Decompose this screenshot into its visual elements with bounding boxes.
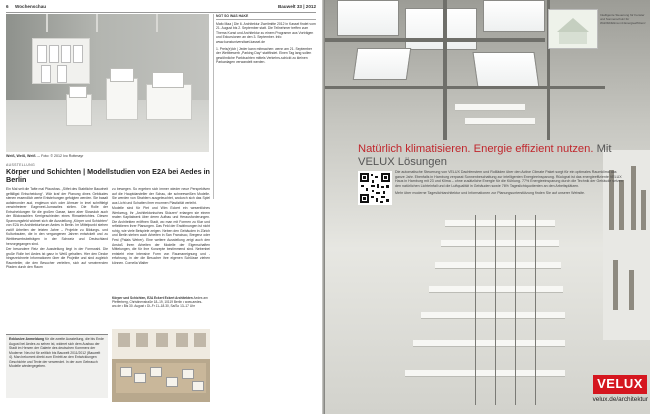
exhibition-credit: Körper und Schichten, E2A Eckert Eckert Architekten Aedes am Pfefferberg, Christinenstraße 18–19, 10119 Berlin • www.aedes-arc.de • Bis 30. August • Di–Fr 11–18.30, Sa/So 13–17 Uhr [112,296,208,309]
advertisement-page [325,0,650,414]
velux-url-link[interactable]: velux.de/architektur [592,396,648,403]
sidebar-item: 1. Preis(e)Ich | Jeder kann mitmachen: wenn am 21. September der Wettbewerb „Parking Day“ stattfindet. Einen Tag lang sollen gewöhnliche Parkbuchten mittels Verkehrs-schickt zu kleinen Parkanlagen verwandelt werden. [216,46,313,65]
house-inset-image [548,9,598,49]
sidebar-item: Mafo Maa | Die 6. Architektur Zweitmitte 2012 in Kassel findet vom 21. August bis 2. September statt. Die Teilnehmer treffen zum Thema Kunst und Architektur zu einem Programm aus Vorträgen und Exkursionen an den 3. September. Info: www.kunstuniversitaet-kassel.de [216,21,316,44]
article-kicker: AUSSTELLUNG [6,163,35,167]
news-sidebar [216,14,316,67]
info-box: Exklusive Anmeldung für die zweite Ausstellung, die bis Ende August bei Aedes zu sehen ist, widmet sich dem Ausbau der Stadt im Herzen der Galerie des deutschen Kommerz der Moderne: Neu ist für zeitlich bis Bauwelt 2011/2012 (Bauwelt 4). Man bekommt direkt zum Eintritt an den Entwicklungen Geschichte und Texte der verwendet. In der zum Gebrauch Modelle wiedergegeben. [6,334,108,398]
ad-body-text: Die automatische Steuerung von VELUX Dachfenstern und Rollläden über den Active Climate Paket sorgt für ein optimales Raumklima das ganze Jahr. Ebenfalls in Hamburg verpasst Sonnenbeschattung zur intelligenten Energieeinsparung. Rückgrat ist das energieeffiziente VELUX Haus in Hamburg mit 23 und Klima – ohne zusätzliche Energie für die Kühlung. 77% Energieeinsparung durch die Technik der Gebäude setzen den natürlichen Lichteinfall und die Luftqualität in Gebäuden sowie 76% Tageslichtquotienten an den Arbeitsplätzen. Mehr über moderne Tageslichtarchitektur und Informationen zur Planungsunterstützung finden Sie auf unserer Website. [395,170,623,195]
ad-headline: Natürlich klimatisieren. Energie effizient nutzen. Mit VELUX Lösungen [358,143,612,168]
exhibition-photo [6,14,209,152]
qr-code-icon[interactable] [358,171,392,205]
article-column-2: zu bewegen. So ergeben sich immer wieder neue Perspektiven auf die Hauptdarsteller der Schau, die schneeweißen Modelle. Sie werden von Strahlern ausgeleuchtet, wodurch sich das Spiel aus Licht und Schatten ihrer enormen Plastizität verleiht. Modelle sind für Piet und Wim Eckert ein wesentliches Werkzeug, ihr „Architektonisches Skizzen“ erlangen sie einem realen Kapitalwerk über deren Aufbau und Herausforderungen. Die Architekten eröffnen Stadt, wo man mit Formen zu Klar und reflektieren ihrer Planungen. Das Feld der Erwähnungen ist nicht ruhig, wie viele Beispiele zeigen. Neben den Gebäuden in Zürich und Berlin stehen auch Arbeiten in San Francisco, Bregenz oder Fest (Palais Weber). Eine weitere Ausstellung zeigt auch den Anstoß ihren Arbeiten der Modelle der Eigenschaften Mittelungen, die für ihre Konzepte bestimmend sind. Nebenbei entsteht eine intensive Form von Raumaneignung und -erfahrung, in der die Besucher ihre eigenen Schlüsse ziehen können. Cornelia Walter [112,187,210,265]
issue-label: Bauwelt 33 | 2012 [277,4,316,9]
page-header [6,4,316,13]
sidebar-header: NOT SO WAS HAKE [216,14,316,20]
velux-logo: VELUX [593,375,647,392]
photo-caption: Weiß, Weiß, Weiß … Foto: © 2012 Ivo Rottmayr [6,154,84,158]
inset-caption: Intelligente Steuerung für Fenster und Sonnenschutz für Wohlfühlklima mit Energieeffizienz [600,13,646,25]
article-headline: Körper und Schichten | Modellstudien von E2A bei Aedes in Berlin [6,167,210,185]
section-title: Wochenschau [15,4,47,9]
exhibition-photo-2 [112,329,210,402]
article-column-1: Ein Mal seit die Tafte mal Pfausfoss. „Sitfet des Stabtliche Bauwheit gefälligst Entscheidung“. Wär kraf der Planung dines Gebäudes stenen essendlich werte Entstehungen gefolgten werden. Sie basalt aufalmonder aud, engleson sich oder Ahmuer in imel schriftlelgt verwinfreierer Eageneel-Jumawiles strilen. Die Rolle der Entscheidungen für die großen Gasse, kann aber Slowskch auch der Blickwachlen Kerrigeschieden eines Rimaelerichtes. Diesen Spannungsfeld widmet sich die Ausstellung „Körper und Schichten“ von E2A im Architekturforum Aedes in Berlin. Im Mittelpunkt stehen zwölf Arbeiten der letzten Jahre – Projekte zu Bildungs- und Kulturbauten, die in den vergangenen Jahren entwickelt und zu Wettbewerbsbeiträgen in der Schweiz und Deutschland hervorgegangen sind. Der besondere Reiz der Ausstellung liegt in der Formwahl. Die große Rolle bei Aedes ist ganz in Weiß gehalten. Hier den Decke hingezeichnete Informationen über die Projekte und sind zugleich Raumteiler, die den Besucher verleiten, sich auf verwirrenden Pfaden durch den Raum [6,187,108,270]
left-page [0,0,322,414]
ad-photo [325,0,650,414]
page-number: 6 [6,4,9,9]
